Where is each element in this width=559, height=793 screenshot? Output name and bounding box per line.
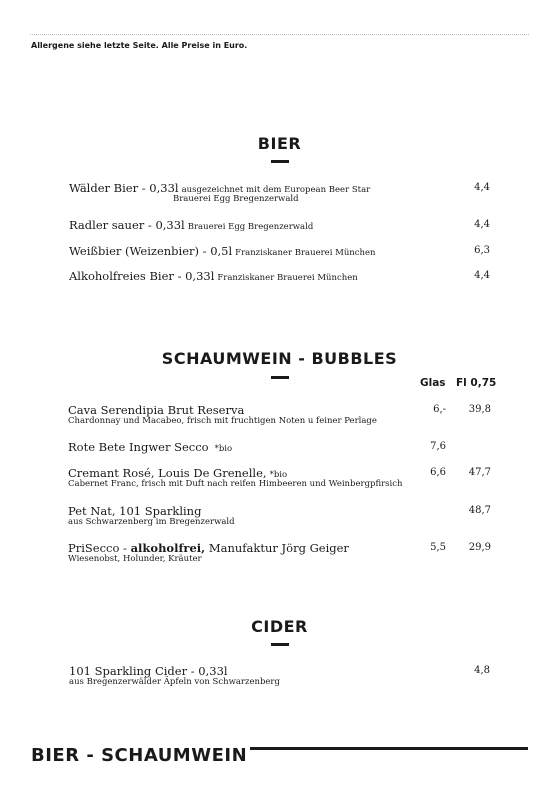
menu-item xyxy=(68,440,232,456)
section-title-cider: CIDER xyxy=(251,617,308,636)
item-name: Alkoholfreies Bier - 0,33l xyxy=(69,269,215,283)
section-title-schaumwein: SCHAUMWEIN - BUBBLES xyxy=(161,349,398,368)
item-desc: Wiesenobst, Holunder, Kräuter xyxy=(68,554,202,564)
item-desc: Chardonnay und Macabeo, frisch mit fruchtigen Noten u feiner Perlage xyxy=(68,416,377,426)
section-dash xyxy=(271,376,289,379)
item-name-prefix: PriSecco - xyxy=(68,541,131,555)
price-flasche: 29,9 xyxy=(468,542,491,553)
item-desc: ausgezeichnet mit dem European Beer Star xyxy=(181,185,371,195)
menu-item xyxy=(69,218,313,234)
column-header-flasche: Fl 0,75 xyxy=(456,377,497,389)
price-glas: 7,6 xyxy=(430,441,446,452)
item-name: Rote Bete Ingwer Secco xyxy=(68,440,209,454)
column-header-glas: Glas xyxy=(420,377,446,389)
section-dash xyxy=(271,160,289,163)
footer-line xyxy=(250,747,528,750)
item-price: 4,4 xyxy=(474,270,490,281)
item-price: 6,3 xyxy=(474,245,490,256)
price-flasche: 47,7 xyxy=(468,467,491,478)
item-name: Cremant Rosé, Louis De Grenelle, xyxy=(68,466,267,480)
item-desc: Brauerei Egg Bregenzerwald xyxy=(187,222,314,232)
item-desc-2: Brauerei Egg Bregenzerwald xyxy=(173,194,299,204)
item-desc: aus Bregenzerwälder Äpfeln von Schwarzenberg xyxy=(69,677,280,687)
item-desc: Cabernet Franc, frisch mit Duft nach reifen Himbeeren und Weinbergpfirsich xyxy=(68,479,403,489)
item-desc: Franziskaner Brauerei München xyxy=(217,273,358,283)
menu-item xyxy=(68,403,244,417)
item-price: 4,4 xyxy=(474,219,490,230)
item-price: 4,4 xyxy=(474,182,490,193)
menu-item xyxy=(69,269,358,285)
price-glas: 5,5 xyxy=(430,542,446,553)
footer-title: BIER - SCHAUMWEIN xyxy=(31,745,248,766)
section-dash xyxy=(271,643,289,646)
price-glas: 6,- xyxy=(433,404,446,415)
menu-item xyxy=(68,504,201,518)
menu-item xyxy=(69,244,376,260)
price-flasche: 39,8 xyxy=(468,404,491,415)
item-desc: Franziskaner Brauerei München xyxy=(235,248,376,258)
menu-item xyxy=(69,664,228,678)
price-glas: 6,6 xyxy=(430,467,446,478)
item-name: Radler sauer - 0,33l xyxy=(69,218,185,232)
bio-tag: *bio xyxy=(214,444,233,454)
item-name: Cava Serendipia Brut Reserva xyxy=(68,403,245,417)
top-divider xyxy=(30,34,529,35)
item-price: 4,8 xyxy=(474,665,490,676)
item-name: Pet Nat, 101 Sparkling xyxy=(68,504,202,518)
allergen-note: Allergene siehe letzte Seite. Alle Preise in Euro. xyxy=(31,41,248,50)
bio-tag: *bio xyxy=(269,470,288,480)
item-desc: aus Schwarzenberg im Bregenzerwald xyxy=(68,517,235,527)
section-title-bier: BIER xyxy=(257,134,302,153)
item-name: Weißbier (Weizenbier) - 0,5l xyxy=(69,244,233,258)
menu-item xyxy=(68,541,349,555)
price-flasche: 48,7 xyxy=(468,505,491,516)
item-name: Wälder Bier - 0,33l xyxy=(69,181,179,195)
item-name-bold: alkoholfrei, xyxy=(130,541,206,555)
item-name-suffix: Manufaktur Jörg Geiger xyxy=(205,541,349,555)
item-name: 101 Sparkling Cider - 0,33l xyxy=(69,664,228,678)
